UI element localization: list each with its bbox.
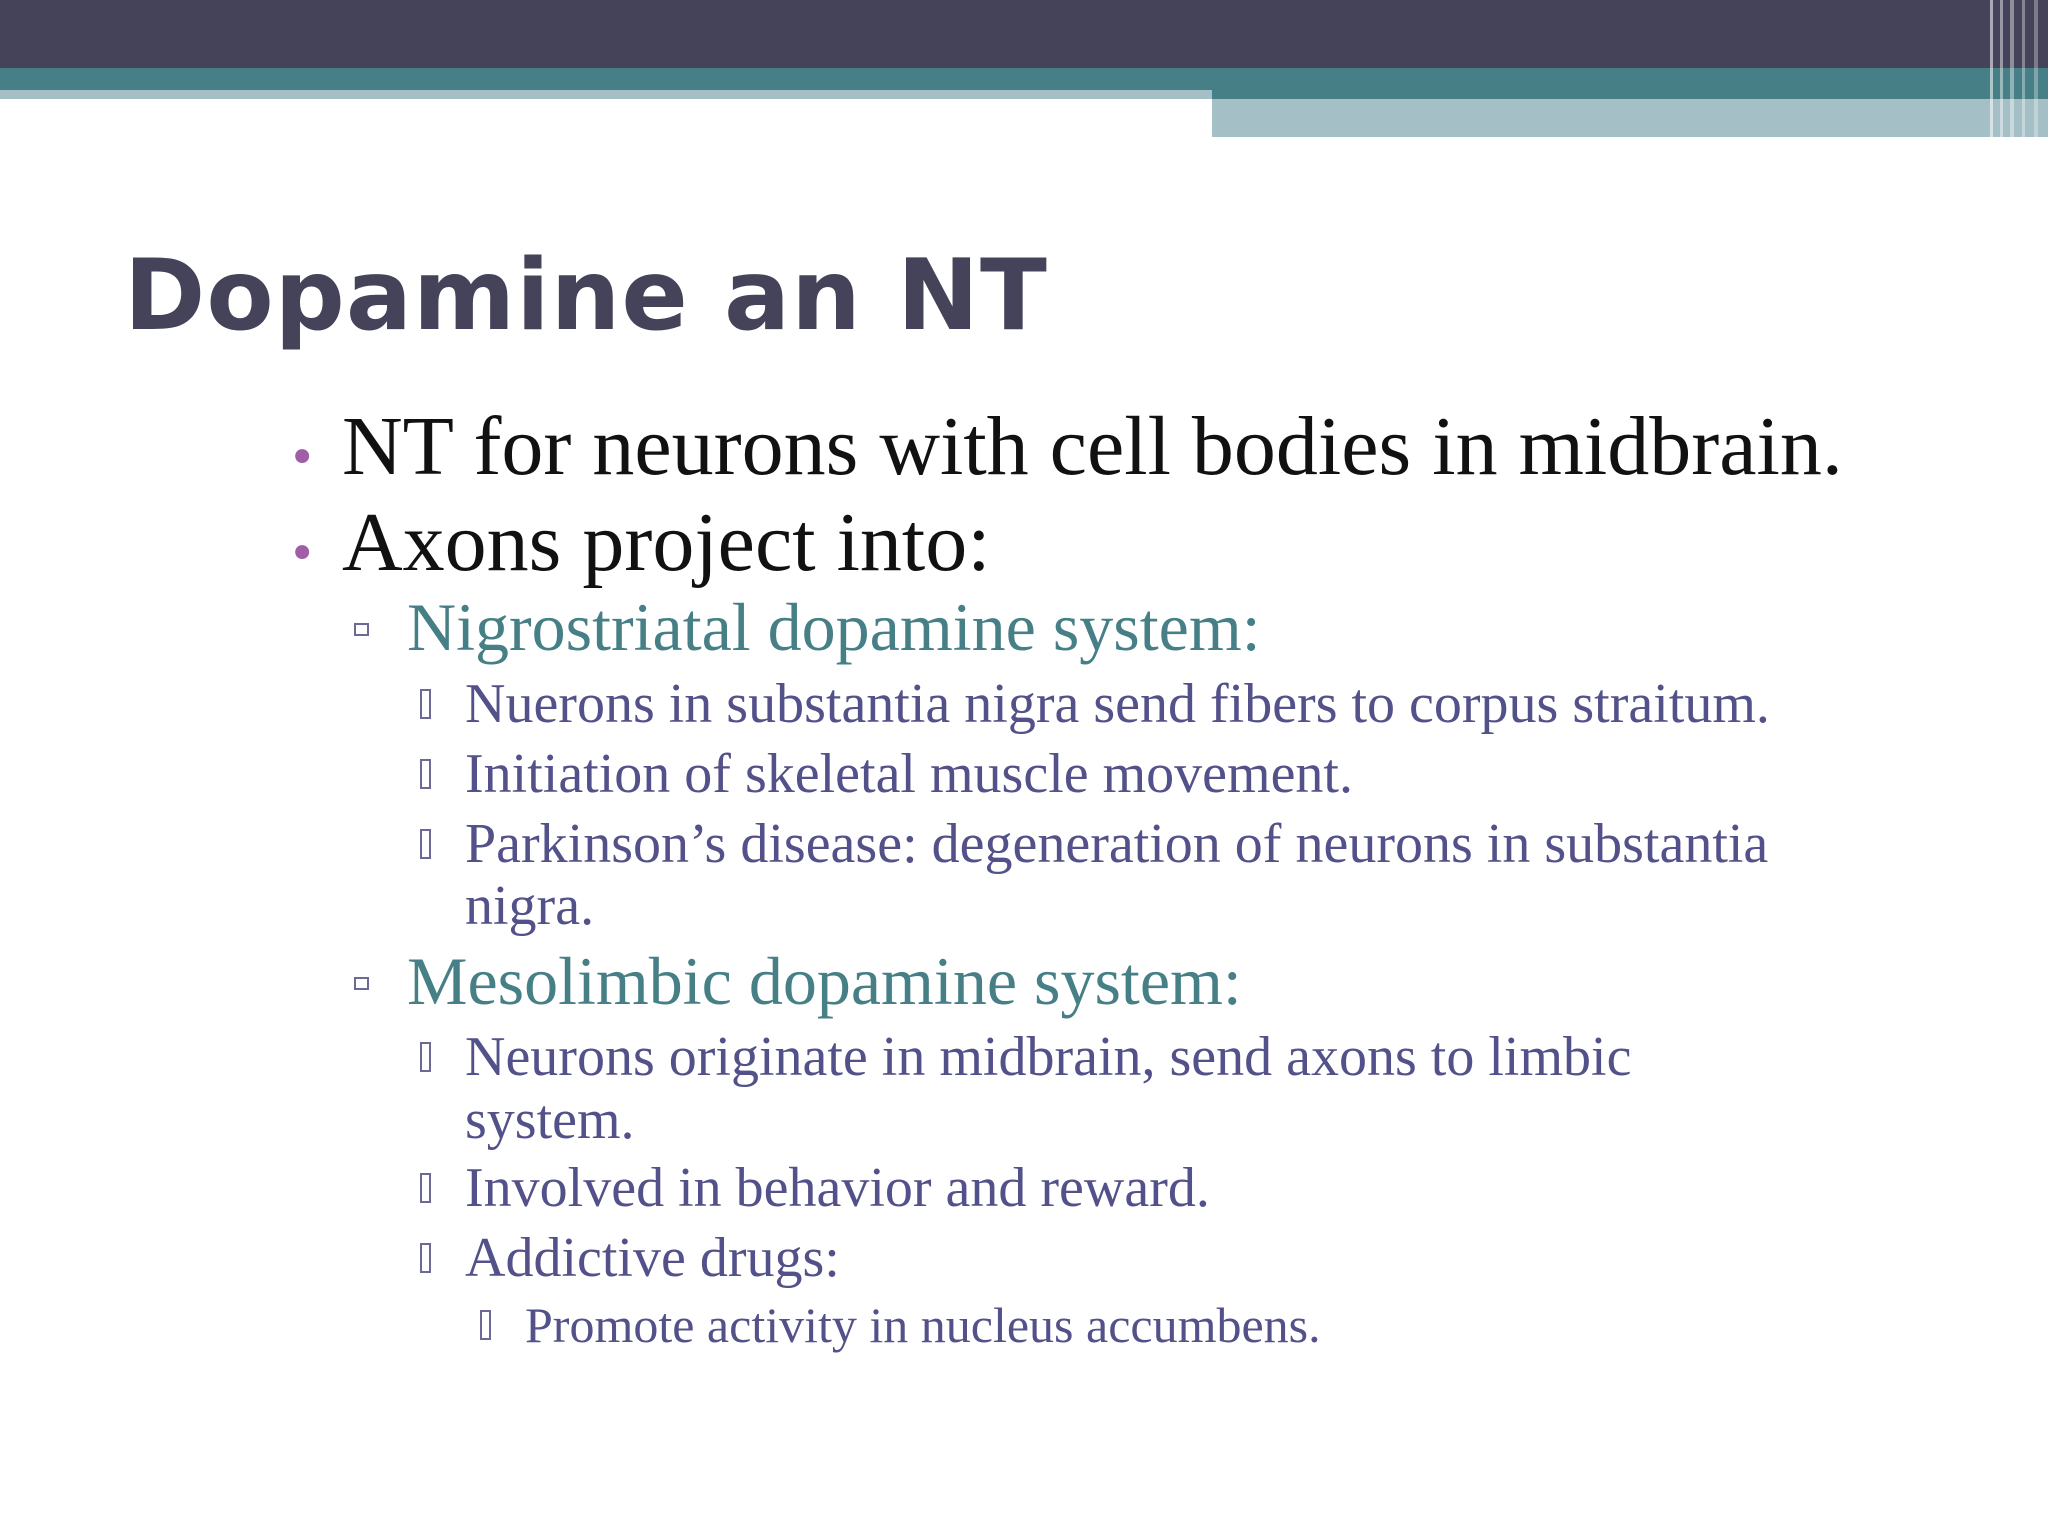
bullet-level3	[420, 1226, 840, 1290]
bullet-level3	[420, 672, 1770, 736]
slide-title: Dopamine an NT	[124, 239, 1048, 353]
bullet-level3	[420, 742, 1353, 806]
square-bullet-icon	[354, 977, 369, 990]
header-light-block	[1212, 99, 2048, 137]
bullet-text: Axons project into:	[342, 496, 991, 589]
bullet-text: Parkinson’s disease: degeneration of neurons in substantia	[465, 813, 1769, 875]
bullet-level3-continuation	[465, 874, 594, 938]
bullet-level1	[288, 494, 991, 591]
bullet-level1	[288, 398, 1843, 495]
bullet-text: Addictive drugs:	[465, 1227, 840, 1289]
bar-bullet-icon	[420, 759, 431, 789]
bullet-level2	[354, 588, 1261, 667]
bullet-text: Nuerons in substantia nigra send fibers to corpus straitum.	[465, 673, 1770, 735]
bullet-text: Involved in behavior and reward.	[465, 1157, 1210, 1219]
header-edge-stripes	[1984, 0, 2048, 138]
header-thin-light-bar	[0, 90, 1212, 99]
bullet-text: NT for neurons with cell bodies in midbrain.	[342, 400, 1843, 493]
bullet-level3	[420, 1156, 1210, 1220]
bullet-text: nigra.	[465, 875, 595, 937]
square-bullet-icon	[354, 623, 369, 636]
bullet-level4	[480, 1296, 1321, 1354]
header-teal-bar	[0, 68, 2048, 90]
bullet-text: Mesolimbic dopamine system:	[407, 943, 1242, 1019]
bar-bullet-icon	[420, 1173, 431, 1203]
bullet-level3	[420, 812, 1768, 876]
bar-bullet-icon	[420, 1042, 431, 1072]
bullet-text: system.	[465, 1089, 635, 1151]
bullet-text: Neurons originate in midbrain, send axons to limbic	[465, 1026, 1632, 1088]
bar-bullet-icon	[420, 829, 431, 859]
bullet-level2	[354, 942, 1242, 1021]
bar-bullet-icon	[420, 689, 431, 719]
bullet-text: Promote activity in nucleus accumbens.	[525, 1297, 1321, 1353]
bar-bullet-icon	[480, 1310, 491, 1340]
header-teal-extension	[1212, 90, 2048, 99]
header-dark-bar	[0, 0, 2048, 68]
bar-bullet-icon	[420, 1243, 431, 1273]
bullet-level3	[420, 1025, 1631, 1089]
bullet-level3-continuation	[465, 1088, 635, 1152]
bullet-dot-icon: •	[288, 526, 317, 582]
bullet-text: Initiation of skeletal muscle movement.	[465, 743, 1353, 805]
bullet-text: Nigrostriatal dopamine system:	[407, 589, 1261, 665]
bullet-dot-icon: •	[288, 430, 317, 486]
